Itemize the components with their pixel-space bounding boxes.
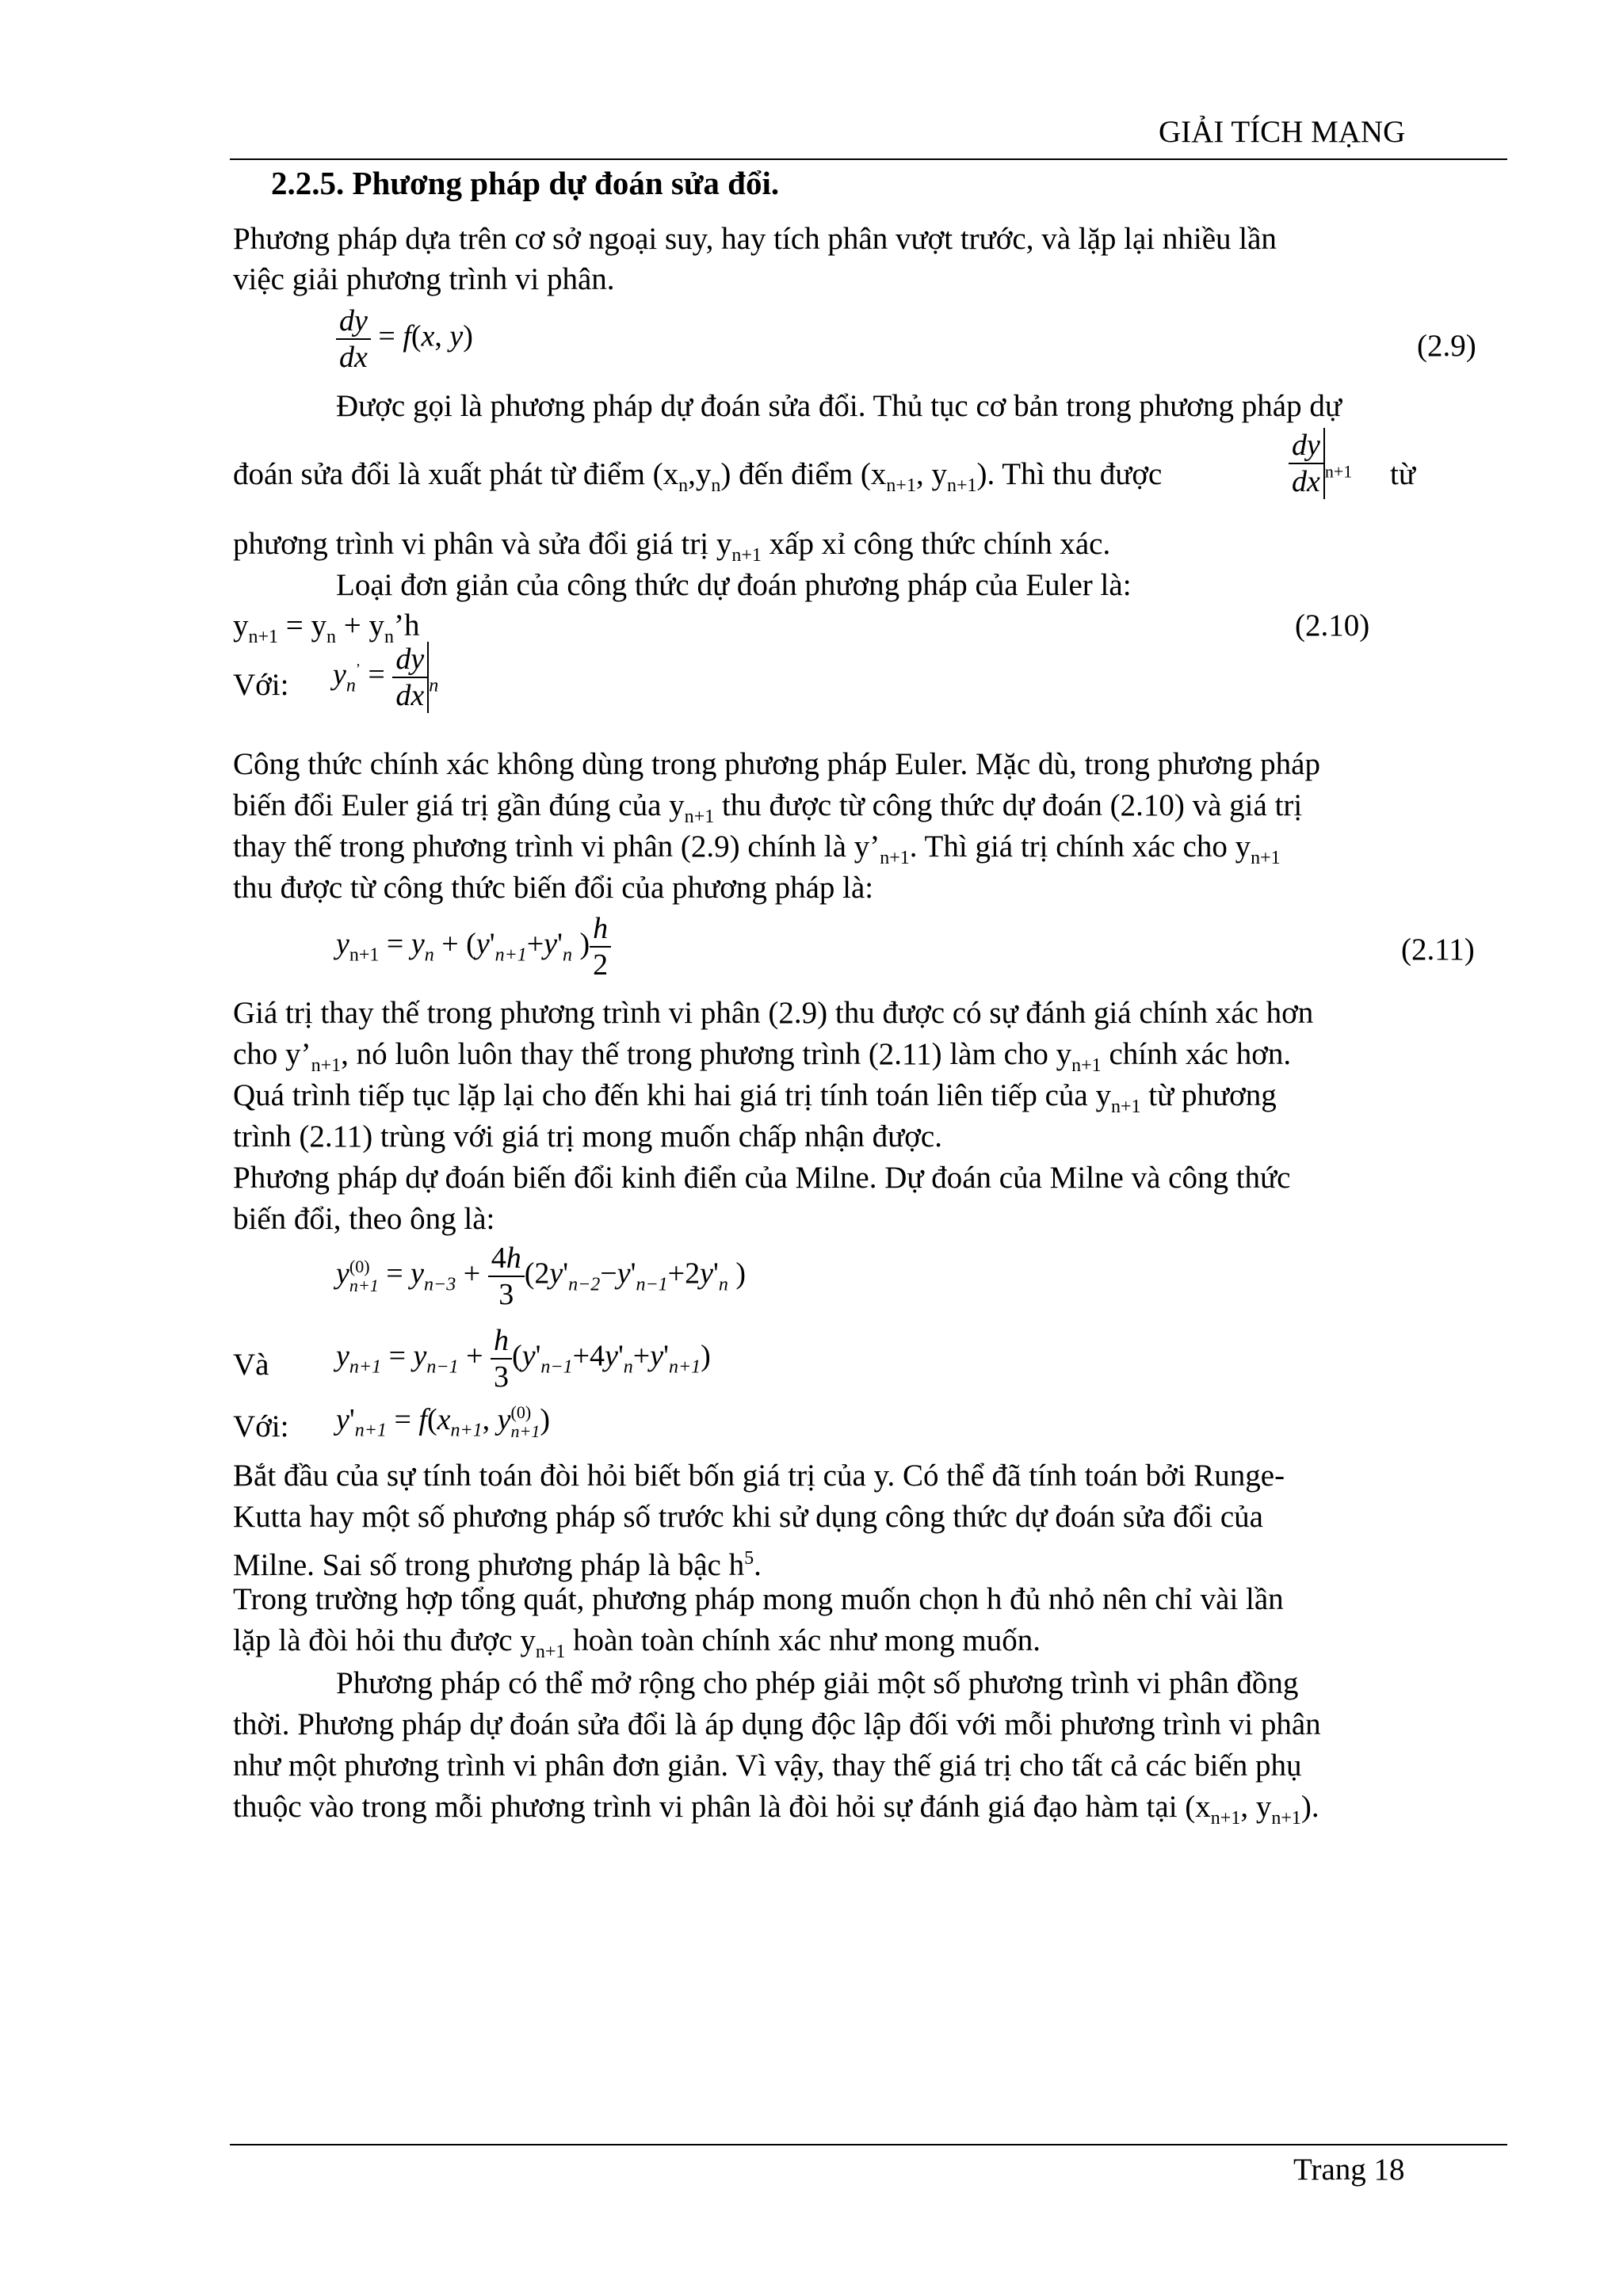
para5-line1: Giá trị thay thế trong phương trình vi phân (2.9) thu được có sự đánh giá chính xác hơn [233, 996, 1314, 1030]
subscript: n+1 [1271, 1807, 1301, 1829]
equation-2-9: $\frac{dy}{dx}$ = f(x, y) [336, 303, 473, 375]
text-run: thu được từ công thức dự đoán (2.10) và giá trị [714, 788, 1303, 822]
para7-line2: Kutta hay một số phương pháp số trước khi sử dụng công thức dự đoán sửa đổi của [233, 1500, 1263, 1534]
equation-2-11: $y_{n+1} = y_n + (y'_{n+1}+y'_n$ ) $\frac{h}{2}$ [336, 911, 611, 982]
text-run: Milne. Sai số trong phương pháp là bậc h [233, 1548, 745, 1582]
text-run: ,y [688, 457, 712, 491]
para9-line3: như một phương trình vi phân đơn giản. Vì vậy, thay thế giá trị cho tất cả các biến phụ [233, 1749, 1302, 1783]
para6-line1: Phương pháp dự đoán biến đổi kinh điển của Milne. Dự đoán của Milne và công thức [233, 1161, 1291, 1195]
superscript: 5 [744, 1548, 754, 1569]
milne-corrector-equation: $y_{n+1} = y_{n-1}$ + $\frac{h}{3}$ $(y'_{n-1}+4y'_n+y'_{n+1})$ [336, 1324, 711, 1394]
running-header: GIẢI TÍCH MẠNG [1159, 115, 1406, 149]
equation-2-10: $y_{n+1} = y_n$ + $y_n’h$ [233, 608, 420, 647]
text-run: biến đổi Euler giá trị gần đúng của y [233, 788, 685, 822]
text-run: Quá trình tiếp tục lặp lại cho đến khi hai giá trị tính toán liên tiếp của y [233, 1078, 1111, 1112]
text-run: xấp xỉ công thức chính xác. [761, 527, 1111, 561]
with-label-2: Với: [233, 1409, 289, 1444]
para5-line4: trình (2.11) trùng với giá trị mong muốn chấp nhận được. [233, 1119, 942, 1154]
text-run: cho y’ [233, 1037, 311, 1071]
subscript: n+1 [535, 1641, 566, 1662]
and-label: Và [233, 1348, 269, 1382]
equation-2-11-label: (2.11) [1401, 933, 1475, 967]
subscript: n+1 [1210, 1807, 1241, 1829]
with-label-1: Với: [233, 668, 289, 702]
subscript: n+1 [1110, 1096, 1141, 1117]
para9-line1: Phương pháp có thể mở rộng cho phép giải một số phương trình vi phân đồng [336, 1666, 1299, 1700]
text-run: ). [1300, 1790, 1319, 1824]
derivative-at-n-plus-1: $\frac{dy}{dx}$ $_{n+1}$ [1289, 428, 1352, 499]
para2-line2-end: từ [1390, 457, 1415, 491]
text-run: lặp là đòi hỏi thu được y [233, 1623, 536, 1657]
para7-line3 [233, 1539, 762, 1585]
text-run: , y [1240, 1790, 1272, 1824]
text-run: . Thì giá trị chính xác cho y [909, 830, 1251, 864]
footer-rule [230, 2144, 1507, 2145]
text-run: đoán sửa đổi là xuất phát từ điểm (x [233, 457, 679, 491]
equation-2-9-label: (2.9) [1417, 329, 1476, 363]
para8-line1: Trong trường hợp tổng quát, phương pháp mong muốn chọn h đủ nhỏ nên chỉ vài lần [233, 1582, 1284, 1616]
subscript: n+1 [946, 475, 977, 496]
subscript: n+1 [1251, 847, 1281, 868]
header-rule [230, 158, 1507, 160]
text-run: từ phương [1140, 1078, 1277, 1112]
para9-line2: thời. Phương pháp dự đoán sửa đổi là áp dụng độc lập đối với mỗi phương trình vi phân [233, 1707, 1321, 1741]
para2-line1: Được gọi là phương pháp dự đoán sửa đổi. Thủ tục cơ bản trong phương pháp dự [336, 389, 1342, 423]
para1-line1: Phương pháp dựa trên cơ sở ngoại suy, hay tích phân vượt trước, và lặp lại nhiều lần [233, 222, 1277, 256]
text-run: hoàn toàn chính xác như mong muốn. [565, 1623, 1041, 1657]
subscript: n+1 [684, 806, 715, 827]
text-run: , nó luôn luôn thay thế trong phương trình (2.11) làm cho y [341, 1037, 1072, 1071]
para1-line2: việc giải phương trình vi phân. [233, 262, 615, 296]
para4-line1: Công thức chính xác không dùng trong phương pháp Euler. Mặc dù, trong phương pháp [233, 747, 1320, 781]
para6-line2: biến đổi, theo ông là: [233, 1202, 495, 1236]
milne-derivative-def: $y'_{n+1} = f(x_{n+1}$, y (0) n+1 ) [336, 1402, 551, 1442]
euler-derivative-def: $y_n^’$ = $\frac{dy}{dx}$ $_n$ [333, 643, 439, 712]
text-run: ) đến điểm (x [720, 457, 887, 491]
text-run: = y [285, 608, 327, 643]
page-number: Trang 18 [1293, 2153, 1405, 2187]
subscript: n+1 [880, 847, 910, 868]
text-run: thay thế trong phương trình vi phân (2.9) chính là y’ [233, 830, 880, 864]
text-run: thuộc vào trong mỗi phương trình vi phân là đòi hỏi sự đánh giá đạo hàm tại (x [233, 1790, 1211, 1824]
subscript: n [678, 475, 689, 496]
subscript: n+1 [731, 544, 762, 566]
text-run: . [754, 1548, 762, 1582]
subscript: n [711, 475, 721, 496]
subscript: n+1 [886, 475, 916, 496]
section-heading: 2.2.5. Phương pháp dự đoán sửa đổi. [271, 165, 780, 201]
para3-line1: Loại đơn giản của công thức dự đoán phương pháp của Euler là: [336, 568, 1132, 602]
text-run: ). Thì thu được [976, 457, 1163, 491]
para4-line4: thu được từ công thức biến đổi của phương pháp là: [233, 871, 874, 905]
para9-line4 [233, 1787, 1319, 1838]
para7-line1: Bắt đầu của sự tính toán đòi hỏi biết bốn giá trị của y. Có thể đã tính toán bởi Runge- [233, 1459, 1285, 1493]
subscript: n+1 [1071, 1055, 1102, 1076]
text-run: phương trình vi phân và sửa đổi giá trị y [233, 527, 732, 561]
text-run: chính xác hơn. [1101, 1037, 1292, 1071]
equation-2-10-label: (2.10) [1295, 608, 1370, 643]
subscript: n+1 [311, 1055, 342, 1076]
milne-predictor-equation: y (0) n+1 = $y_{n-3}$ + $\frac{4h}{3}$ ($2y'_{n-2}-y'_{n-1}+2y'_n$ ) [336, 1241, 746, 1311]
text-run: , y [915, 457, 947, 491]
para2-line2 [233, 455, 1162, 505]
